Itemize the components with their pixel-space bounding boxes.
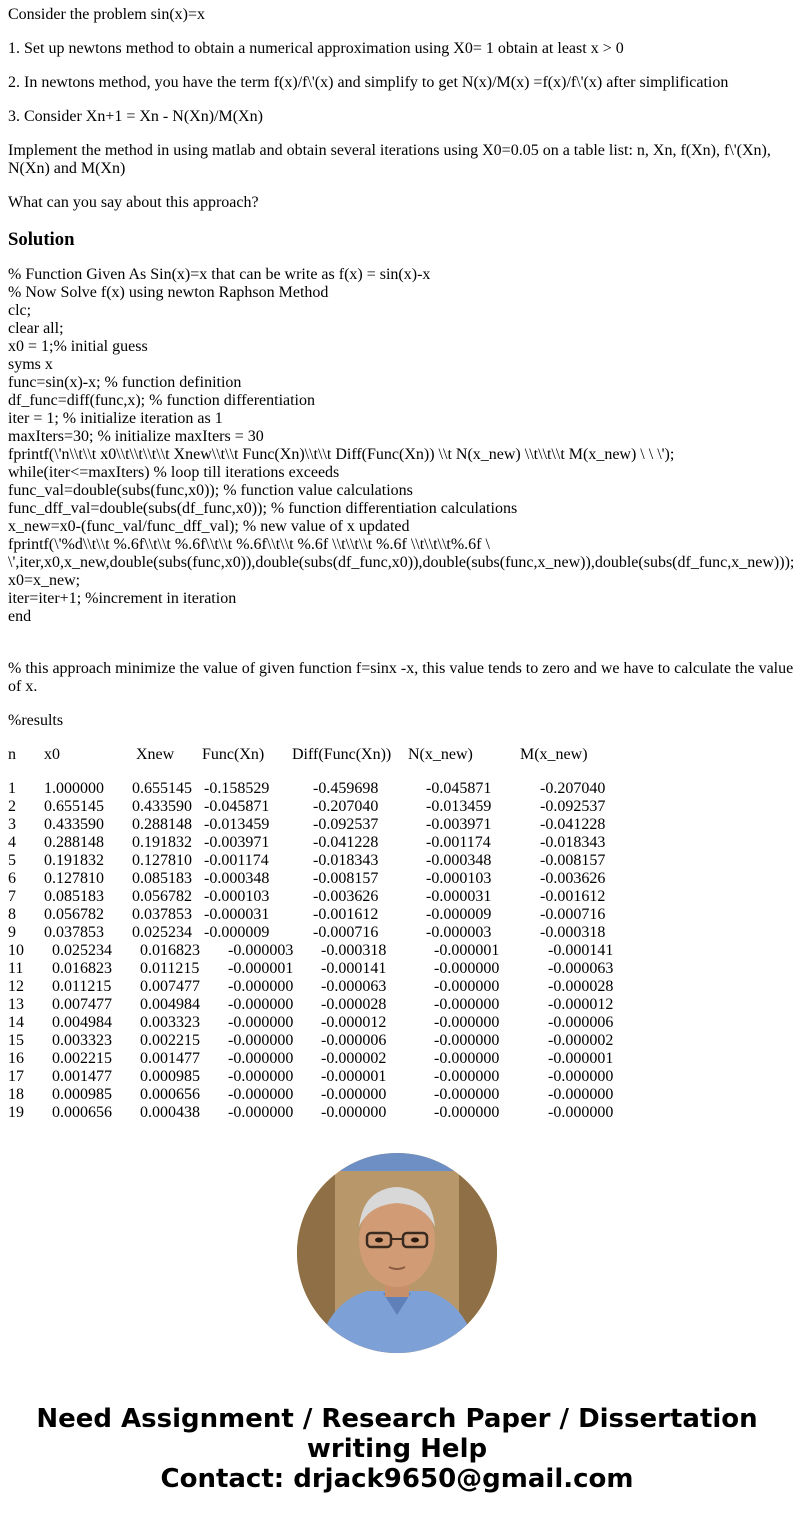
table-cell: 0.433590 [44, 816, 104, 833]
table-cell: 0.025234 [132, 924, 192, 941]
code-line: x_new=x0-(func_val/func_dff_val); % new value of x updated [8, 518, 410, 535]
table-cell: -0.000103 [204, 888, 270, 905]
table-cell: -0.000000 [434, 1050, 500, 1067]
table-row [8, 816, 794, 834]
table-cell: -0.003971 [426, 816, 492, 833]
solution-heading: Solution [8, 229, 75, 250]
author-photo [297, 1153, 497, 1353]
table-header-col-x0: x0 [44, 746, 60, 763]
table-cell: 0.016823 [140, 942, 200, 959]
table-row [8, 1014, 794, 1032]
table-cell: 0.056782 [132, 888, 192, 905]
code-line: x0=x_new; [8, 572, 81, 589]
table-cell: -0.000000 [228, 1032, 294, 1049]
code-line: iter = 1; % initialize iteration as 1 [8, 410, 223, 427]
code-line: syms x [8, 356, 53, 373]
document-body [8, 6, 794, 1126]
table-cell: 0.655145 [132, 780, 192, 797]
approach-note: % this approach minimize the value of given function f=sinx -x, this value tends to zero and we have to calculate the value of x. [8, 660, 794, 695]
table-cell: 0.004984 [52, 1014, 112, 1031]
table-cell: -0.000000 [434, 1086, 500, 1103]
table-cell: -0.000318 [540, 924, 606, 941]
table-cell: 19 [8, 1104, 24, 1121]
table-cell: -0.000003 [426, 924, 492, 941]
table-row [8, 924, 794, 942]
table-cell: 0.002215 [140, 1032, 200, 1049]
table-cell: -0.045871 [204, 798, 270, 815]
table-cell: 0.655145 [44, 798, 104, 815]
table-cell: -0.092537 [540, 798, 606, 815]
table-cell: 0.037853 [132, 906, 192, 923]
promo-contact: Contact: drjack9650@gmail.com [160, 1464, 634, 1494]
code-line: func_dff_val=double(subs(df_func,x0)); % function differentiation calculations [8, 500, 518, 517]
table-cell: 1.000000 [44, 780, 104, 797]
table-cell: 9 [8, 924, 16, 941]
table-row [8, 1050, 794, 1068]
table-cell: -0.008157 [540, 852, 606, 869]
table-cell: 0.000438 [140, 1104, 200, 1121]
table-cell: -0.000031 [204, 906, 270, 923]
table-cell: 0.003323 [140, 1014, 200, 1031]
table-cell: -0.000348 [426, 852, 492, 869]
table-cell: -0.001174 [204, 852, 269, 869]
matlab-code-block [8, 266, 794, 626]
table-cell: -0.000716 [540, 906, 606, 923]
table-header-col-xnew: Xnew [136, 746, 175, 763]
table-header-col-diff: Diff(Func(Xn)) [292, 746, 392, 763]
table-cell: -0.000001 [434, 942, 500, 959]
table-row [8, 888, 794, 906]
table-cell: 0.003323 [52, 1032, 112, 1049]
code-line: fprintf(\'%d\\t\\t %.6f\\t\\t %.6f\\t\\t %.6f\\t\\t %.6f \\t\\t\\t %.6f \\t\\t\\t%.6f \ [8, 536, 490, 553]
table-cell: -0.000348 [204, 870, 270, 887]
table-cell: 0.004984 [140, 996, 200, 1013]
table-cell: 0.000985 [140, 1068, 200, 1085]
question-line: 2. In newtons method, you have the term f(x)/f\'(x) and simplify to get N(x)/M(x) =f(x)/f\'(x) after simplification [8, 74, 729, 91]
table-row [8, 834, 794, 852]
table-row [8, 942, 794, 960]
table-cell: 0.191832 [44, 852, 104, 869]
table-cell: 0.011215 [140, 960, 200, 977]
table-cell: -0.000141 [321, 960, 387, 977]
table-cell: -0.001612 [540, 888, 606, 905]
table-cell: 0.007477 [140, 978, 200, 995]
table-cell: -0.000063 [321, 978, 387, 995]
table-cell: -0.000009 [426, 906, 492, 923]
code-line: end [8, 608, 32, 625]
table-cell: 0.085183 [132, 870, 192, 887]
table-cell: 5 [8, 852, 16, 869]
table-cell: 10 [8, 942, 24, 959]
table-row [8, 852, 794, 870]
promo-line: Need Assignment / Research Paper / Dissertation [36, 1404, 758, 1434]
table-cell: 13 [8, 996, 24, 1013]
table-cell: 0.011215 [52, 978, 112, 995]
table-cell: -0.000103 [426, 870, 492, 887]
table-cell: 12 [8, 978, 24, 995]
table-cell: -0.000001 [321, 1068, 387, 1085]
table-cell: -0.000001 [548, 1050, 614, 1067]
table-cell: 0.001477 [140, 1050, 200, 1067]
person-portrait-icon [297, 1153, 497, 1353]
code-line: \',iter,x0,x_new,double(subs(func,x0)),double(subs(df_func,x0)),double(subs(func,x_new)),double(subs(df_func,x_new))); [8, 554, 794, 571]
table-cell: -0.000012 [321, 1014, 387, 1031]
table-cell: -0.000000 [434, 996, 500, 1013]
table-cell: 0.056782 [44, 906, 104, 923]
promo-line: writing Help [306, 1434, 488, 1464]
table-cell: 0.000656 [140, 1086, 200, 1103]
table-cell: 17 [8, 1068, 24, 1085]
table-cell: 0.016823 [52, 960, 112, 977]
table-cell: 0.288148 [44, 834, 104, 851]
code-line: func=sin(x)-x; % function definition [8, 374, 242, 391]
table-cell: -0.003626 [540, 870, 606, 887]
table-row [8, 798, 794, 816]
table-cell: -0.158529 [204, 780, 270, 797]
table-cell: 0.002215 [52, 1050, 112, 1067]
code-line: % Now Solve f(x) using newton Raphson Method [8, 284, 329, 301]
table-cell: 0.025234 [52, 942, 112, 959]
table-cell: 0.191832 [132, 834, 192, 851]
table-cell: 11 [8, 960, 24, 977]
code-line: while(iter<=maxIters) % loop till iterations exceeds [8, 464, 340, 481]
code-line: iter=iter+1; %increment in iteration [8, 590, 237, 607]
table-cell: -0.003971 [204, 834, 270, 851]
table-header-col-m-xnew: M(x_new) [520, 746, 588, 763]
table-cell: -0.000012 [548, 996, 614, 1013]
table-cell: 0.037853 [44, 924, 104, 941]
table-cell: -0.000000 [228, 1050, 294, 1067]
table-cell: -0.000000 [228, 1068, 294, 1085]
table-cell: -0.000006 [548, 1014, 614, 1031]
table-cell: 2 [8, 798, 16, 815]
table-cell: 0.007477 [52, 996, 112, 1013]
table-cell: -0.018343 [313, 852, 379, 869]
table-row [8, 996, 794, 1014]
table-cell: -0.000141 [548, 942, 614, 959]
question-line: Consider the problem sin(x)=x [8, 6, 205, 23]
table-cell: -0.000000 [321, 1086, 387, 1103]
question-line: What can you say about this approach? [8, 194, 259, 211]
table-cell: -0.207040 [313, 798, 379, 815]
table-cell: -0.000000 [548, 1068, 614, 1085]
table-cell: -0.000000 [434, 1104, 500, 1121]
code-line: maxIters=30; % initialize maxIters = 30 [8, 428, 264, 445]
code-line: clc; [8, 302, 32, 319]
table-cell: -0.000028 [321, 996, 387, 1013]
table-cell: -0.008157 [313, 870, 379, 887]
table-cell: 3 [8, 816, 16, 833]
table-row [8, 978, 794, 996]
table-row [8, 870, 794, 888]
code-line: df_func=diff(func,x); % function differentiation [8, 392, 315, 409]
table-header-row [8, 746, 794, 764]
table-cell: 1 [8, 780, 16, 797]
table-cell: 0.433590 [132, 798, 192, 815]
results-label: %results [8, 712, 64, 729]
table-row [8, 780, 794, 798]
promo-banner [0, 1404, 794, 1494]
table-cell: -0.018343 [540, 834, 606, 851]
table-cell: -0.013459 [426, 798, 492, 815]
question-line: Implement the method in using matlab and obtain several iterations using X0=0.05 on a table list: n, Xn, f(Xn), f\'(Xn), N(Xn) and M(Xn) [8, 142, 771, 177]
question-block [8, 6, 794, 212]
table-cell: 7 [8, 888, 16, 905]
table-cell: -0.000000 [228, 1014, 294, 1031]
table-row [8, 1032, 794, 1050]
code-line: clear all; [8, 320, 64, 337]
table-cell: 0.127810 [44, 870, 104, 887]
table-row [8, 1104, 794, 1122]
table-cell: -0.459698 [313, 780, 379, 797]
table-cell: -0.041228 [540, 816, 606, 833]
question-line: 3. Consider Xn+1 = Xn - N(Xn)/M(Xn) [8, 108, 263, 125]
code-line: func_val=double(subs(func,x0)); % function value calculations [8, 482, 413, 499]
table-cell: -0.000003 [228, 942, 294, 959]
results-table [8, 746, 794, 1126]
table-cell: 0.000656 [52, 1104, 112, 1121]
table-cell: -0.000716 [313, 924, 379, 941]
table-cell: 14 [8, 1014, 24, 1031]
table-cell: 0.085183 [44, 888, 104, 905]
table-cell: 6 [8, 870, 16, 887]
table-cell: -0.000000 [434, 960, 500, 977]
table-cell: 0.001477 [52, 1068, 112, 1085]
table-cell: -0.000002 [321, 1050, 387, 1067]
table-cell: -0.000063 [548, 960, 614, 977]
table-cell: 4 [8, 834, 16, 851]
table-cell: 0.000985 [52, 1086, 112, 1103]
table-cell: 0.127810 [132, 852, 192, 869]
table-header-col-n-xnew: N(x_new) [408, 746, 473, 763]
table-cell: -0.000318 [321, 942, 387, 959]
table-cell: -0.001612 [313, 906, 379, 923]
table-cell: -0.041228 [313, 834, 379, 851]
table-cell: -0.000000 [548, 1104, 614, 1121]
table-header-col-func: Func(Xn) [202, 746, 265, 763]
table-cell: -0.000001 [228, 960, 294, 977]
table-cell: -0.000000 [434, 1068, 500, 1085]
table-cell: -0.000000 [228, 1104, 294, 1121]
table-cell: 15 [8, 1032, 24, 1049]
code-line: % Function Given As Sin(x)=x that can be write as f(x) = sin(x)-x [8, 266, 431, 283]
table-cell: -0.000028 [548, 978, 614, 995]
table-cell: 16 [8, 1050, 24, 1067]
table-cell: -0.000000 [228, 978, 294, 995]
table-cell: -0.092537 [313, 816, 379, 833]
table-cell: -0.000031 [426, 888, 492, 905]
table-cell: -0.000000 [434, 1032, 500, 1049]
table-row [8, 906, 794, 924]
table-cell: -0.000002 [548, 1032, 614, 1049]
table-cell: -0.013459 [204, 816, 270, 833]
table-cell: -0.000006 [321, 1032, 387, 1049]
table-cell: 18 [8, 1086, 24, 1103]
table-cell: 8 [8, 906, 16, 923]
table-cell: -0.000009 [204, 924, 270, 941]
table-cell: -0.207040 [540, 780, 606, 797]
table-cell: -0.000000 [548, 1086, 614, 1103]
table-cell: -0.045871 [426, 780, 492, 797]
table-cell: -0.000000 [321, 1104, 387, 1121]
table-header-col-n: n [8, 746, 16, 763]
table-cell: -0.001174 [426, 834, 491, 851]
table-body [8, 780, 794, 1122]
question-line: 1. Set up newtons method to obtain a numerical approximation using X0= 1 obtain at least x > 0 [8, 40, 624, 57]
table-row [8, 1086, 794, 1104]
table-cell: -0.000000 [434, 1014, 500, 1031]
table-cell: -0.000000 [228, 1086, 294, 1103]
table-cell: -0.000000 [434, 978, 500, 995]
code-line: fprintf(\'n\\t\\t x0\\t\\t\\t\\t Xnew\\t\\t Func(Xn)\\t\\t Diff(Func(Xn)) \\t N(x_new) \\t\\t\\t M(x_new) \ \ \'); [8, 446, 675, 463]
table-cell: -0.000000 [228, 996, 294, 1013]
table-row [8, 960, 794, 978]
table-row [8, 1068, 794, 1086]
code-line: x0 = 1;% initial guess [8, 338, 148, 355]
table-cell: -0.003626 [313, 888, 379, 905]
table-cell: 0.288148 [132, 816, 192, 833]
